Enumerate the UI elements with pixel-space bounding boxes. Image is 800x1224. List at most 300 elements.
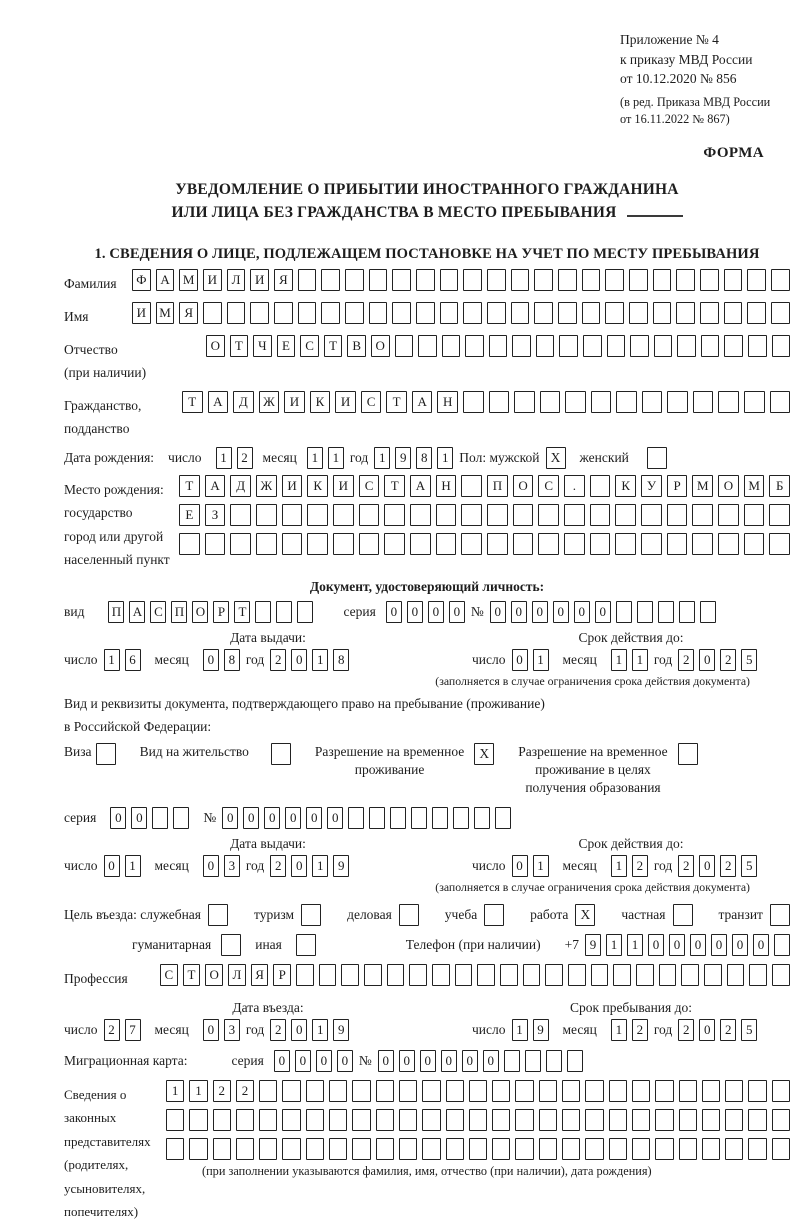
char-cell[interactable]: Е	[179, 504, 200, 526]
char-cell[interactable]: М	[156, 302, 175, 324]
char-cell[interactable]	[701, 335, 720, 357]
char-cell[interactable]	[591, 964, 609, 986]
char-cell[interactable]	[461, 533, 482, 555]
char-cell[interactable]: 0	[420, 1050, 436, 1072]
char-cell[interactable]	[352, 1109, 370, 1131]
business-checkbox[interactable]	[399, 904, 419, 926]
char-cell[interactable]: М	[179, 269, 198, 291]
char-cell[interactable]	[489, 391, 510, 413]
char-cell[interactable]	[345, 302, 364, 324]
char-cell[interactable]: 1	[312, 1019, 328, 1041]
char-cell[interactable]	[590, 504, 611, 526]
char-cell[interactable]	[539, 1080, 557, 1102]
char-cell[interactable]: 0	[274, 1050, 290, 1072]
char-cell[interactable]: 1	[632, 649, 648, 671]
char-cell[interactable]	[359, 504, 380, 526]
char-cell[interactable]	[203, 302, 222, 324]
work-checkbox[interactable]: X	[575, 904, 595, 926]
char-cell[interactable]: И	[335, 391, 356, 413]
char-cell[interactable]	[392, 269, 411, 291]
char-cell[interactable]	[492, 1109, 510, 1131]
humanitarian-checkbox[interactable]	[221, 934, 241, 956]
char-cell[interactable]: Т	[384, 475, 405, 497]
temp-residence-checkbox[interactable]: X	[474, 743, 494, 765]
char-cell[interactable]: И	[284, 391, 305, 413]
char-cell[interactable]	[616, 391, 637, 413]
char-cell[interactable]: 0	[699, 649, 715, 671]
char-cell[interactable]	[352, 1138, 370, 1160]
char-cell[interactable]	[352, 1080, 370, 1102]
char-cell[interactable]	[230, 504, 251, 526]
char-cell[interactable]: 0	[291, 855, 307, 877]
char-cell[interactable]	[387, 964, 405, 986]
char-cell[interactable]	[492, 1080, 510, 1102]
char-cell[interactable]	[321, 302, 340, 324]
char-cell[interactable]	[630, 335, 649, 357]
char-cell[interactable]: 0	[732, 934, 748, 956]
char-cell[interactable]	[307, 533, 328, 555]
char-cell[interactable]: 1	[216, 447, 232, 469]
char-cell[interactable]: 2	[678, 855, 694, 877]
char-cell[interactable]	[422, 1138, 440, 1160]
char-cell[interactable]	[609, 1109, 627, 1131]
char-cell[interactable]	[329, 1109, 347, 1131]
char-cell[interactable]: Н	[436, 475, 457, 497]
char-cell[interactable]: 1	[611, 855, 627, 877]
char-cell[interactable]	[376, 1080, 394, 1102]
char-cell[interactable]: 0	[483, 1050, 499, 1072]
char-cell[interactable]	[329, 1138, 347, 1160]
char-cell[interactable]: 0	[512, 855, 528, 877]
char-cell[interactable]	[477, 964, 495, 986]
char-cell[interactable]	[436, 504, 457, 526]
char-cell[interactable]	[718, 533, 739, 555]
char-cell[interactable]	[236, 1138, 254, 1160]
char-cell[interactable]	[511, 302, 530, 324]
char-cell[interactable]	[748, 1109, 766, 1131]
char-cell[interactable]	[677, 335, 696, 357]
char-cell[interactable]	[307, 504, 328, 526]
char-cell[interactable]: 1	[437, 447, 453, 469]
char-cell[interactable]: 2	[632, 1019, 648, 1041]
char-cell[interactable]	[463, 302, 482, 324]
char-cell[interactable]: 5	[741, 649, 757, 671]
char-cell[interactable]	[463, 269, 482, 291]
char-cell[interactable]: 1	[611, 1019, 627, 1041]
char-cell[interactable]	[772, 1109, 790, 1131]
char-cell[interactable]: Т	[234, 601, 250, 623]
char-cell[interactable]: Т	[230, 335, 249, 357]
female-checkbox[interactable]	[647, 447, 667, 469]
char-cell[interactable]	[282, 1109, 300, 1131]
char-cell[interactable]	[487, 504, 508, 526]
char-cell[interactable]: 0	[291, 649, 307, 671]
char-cell[interactable]: Я	[274, 269, 293, 291]
char-cell[interactable]: Д	[233, 391, 254, 413]
char-cell[interactable]: 1	[627, 934, 643, 956]
char-cell[interactable]	[655, 1138, 673, 1160]
char-cell[interactable]: С	[361, 391, 382, 413]
char-cell[interactable]: 9	[533, 1019, 549, 1041]
char-cell[interactable]: 7	[125, 1019, 141, 1041]
char-cell[interactable]	[653, 269, 672, 291]
char-cell[interactable]	[369, 807, 385, 829]
char-cell[interactable]: К	[307, 475, 328, 497]
char-cell[interactable]	[744, 533, 765, 555]
char-cell[interactable]: О	[718, 475, 739, 497]
char-cell[interactable]: Т	[386, 391, 407, 413]
char-cell[interactable]: 2	[237, 447, 253, 469]
char-cell[interactable]	[658, 601, 674, 623]
char-cell[interactable]	[607, 335, 626, 357]
char-cell[interactable]	[282, 504, 303, 526]
char-cell[interactable]	[469, 1080, 487, 1102]
char-cell[interactable]	[702, 1080, 720, 1102]
char-cell[interactable]	[442, 335, 461, 357]
char-cell[interactable]	[655, 1080, 673, 1102]
char-cell[interactable]	[558, 269, 577, 291]
char-cell[interactable]: 2	[678, 1019, 694, 1041]
char-cell[interactable]: О	[371, 335, 390, 357]
char-cell[interactable]: И	[203, 269, 222, 291]
char-cell[interactable]	[432, 807, 448, 829]
char-cell[interactable]	[632, 1138, 650, 1160]
char-cell[interactable]	[376, 1109, 394, 1131]
char-cell[interactable]	[539, 1138, 557, 1160]
char-cell[interactable]	[629, 269, 648, 291]
char-cell[interactable]: 1	[533, 855, 549, 877]
char-cell[interactable]: О	[205, 964, 223, 986]
char-cell[interactable]	[692, 533, 713, 555]
char-cell[interactable]	[259, 1080, 277, 1102]
char-cell[interactable]	[525, 1050, 541, 1072]
char-cell[interactable]	[418, 335, 437, 357]
char-cell[interactable]: 3	[224, 855, 240, 877]
char-cell[interactable]: 0	[699, 1019, 715, 1041]
char-cell[interactable]: Ч	[253, 335, 272, 357]
char-cell[interactable]	[769, 504, 790, 526]
char-cell[interactable]: А	[410, 475, 431, 497]
char-cell[interactable]	[769, 533, 790, 555]
char-cell[interactable]	[534, 302, 553, 324]
char-cell[interactable]: Я	[179, 302, 198, 324]
char-cell[interactable]	[609, 1138, 627, 1160]
char-cell[interactable]	[667, 391, 688, 413]
char-cell[interactable]: 0	[243, 807, 259, 829]
char-cell[interactable]	[440, 269, 459, 291]
char-cell[interactable]	[700, 302, 719, 324]
char-cell[interactable]	[274, 302, 293, 324]
char-cell[interactable]: А	[412, 391, 433, 413]
char-cell[interactable]	[562, 1109, 580, 1131]
char-cell[interactable]	[513, 533, 534, 555]
char-cell[interactable]: Н	[437, 391, 458, 413]
char-cell[interactable]	[632, 1109, 650, 1131]
char-cell[interactable]: 1	[533, 649, 549, 671]
char-cell[interactable]: 0	[407, 601, 423, 623]
char-cell[interactable]	[693, 391, 714, 413]
char-cell[interactable]	[748, 1080, 766, 1102]
char-cell[interactable]	[410, 504, 431, 526]
char-cell[interactable]	[259, 1109, 277, 1131]
char-cell[interactable]	[615, 533, 636, 555]
char-cell[interactable]	[747, 302, 766, 324]
char-cell[interactable]	[585, 1138, 603, 1160]
visa-checkbox[interactable]	[96, 743, 116, 765]
char-cell[interactable]: 1	[189, 1080, 207, 1102]
char-cell[interactable]	[461, 504, 482, 526]
char-cell[interactable]: 1	[166, 1080, 184, 1102]
char-cell[interactable]: С	[359, 475, 380, 497]
char-cell[interactable]	[205, 533, 226, 555]
char-cell[interactable]	[725, 1138, 743, 1160]
char-cell[interactable]: 2	[270, 1019, 286, 1041]
char-cell[interactable]: 0	[512, 649, 528, 671]
char-cell[interactable]	[744, 504, 765, 526]
char-cell[interactable]	[469, 1138, 487, 1160]
char-cell[interactable]	[616, 601, 632, 623]
char-cell[interactable]	[771, 302, 790, 324]
char-cell[interactable]	[679, 601, 695, 623]
char-cell[interactable]: 0	[295, 1050, 311, 1072]
char-cell[interactable]: 0	[110, 807, 126, 829]
char-cell[interactable]	[296, 964, 314, 986]
char-cell[interactable]: 3	[224, 1019, 240, 1041]
male-checkbox[interactable]: X	[546, 447, 566, 469]
char-cell[interactable]	[359, 533, 380, 555]
char-cell[interactable]	[562, 1138, 580, 1160]
char-cell[interactable]	[562, 1080, 580, 1102]
char-cell[interactable]: М	[744, 475, 765, 497]
char-cell[interactable]	[495, 807, 511, 829]
char-cell[interactable]	[534, 269, 553, 291]
char-cell[interactable]: Ж	[259, 391, 280, 413]
char-cell[interactable]: 2	[104, 1019, 120, 1041]
char-cell[interactable]: 0	[574, 601, 590, 623]
char-cell[interactable]	[513, 504, 534, 526]
char-cell[interactable]	[748, 1138, 766, 1160]
char-cell[interactable]	[436, 533, 457, 555]
char-cell[interactable]	[692, 504, 713, 526]
char-cell[interactable]	[440, 302, 459, 324]
char-cell[interactable]	[748, 335, 767, 357]
char-cell[interactable]	[416, 302, 435, 324]
char-cell[interactable]: Ф	[132, 269, 151, 291]
char-cell[interactable]	[632, 1080, 650, 1102]
char-cell[interactable]: Т	[182, 391, 203, 413]
char-cell[interactable]: Т	[324, 335, 343, 357]
char-cell[interactable]	[515, 1109, 533, 1131]
char-cell[interactable]	[487, 269, 506, 291]
char-cell[interactable]	[173, 807, 189, 829]
char-cell[interactable]	[306, 1080, 324, 1102]
char-cell[interactable]: 2	[632, 855, 648, 877]
char-cell[interactable]: 0	[711, 934, 727, 956]
char-cell[interactable]: И	[250, 269, 269, 291]
char-cell[interactable]: 0	[378, 1050, 394, 1072]
char-cell[interactable]: 0	[490, 601, 506, 623]
char-cell[interactable]	[474, 807, 490, 829]
char-cell[interactable]	[539, 1109, 557, 1131]
char-cell[interactable]: И	[333, 475, 354, 497]
char-cell[interactable]: 0	[669, 934, 685, 956]
char-cell[interactable]: 5	[741, 1019, 757, 1041]
char-cell[interactable]: А	[129, 601, 145, 623]
char-cell[interactable]	[605, 269, 624, 291]
char-cell[interactable]	[348, 807, 364, 829]
char-cell[interactable]	[166, 1109, 184, 1131]
char-cell[interactable]	[230, 533, 251, 555]
char-cell[interactable]: О	[513, 475, 534, 497]
char-cell[interactable]	[629, 302, 648, 324]
char-cell[interactable]: 0	[104, 855, 120, 877]
study-checkbox[interactable]	[484, 904, 504, 926]
char-cell[interactable]	[565, 391, 586, 413]
char-cell[interactable]	[700, 269, 719, 291]
char-cell[interactable]: 1	[312, 855, 328, 877]
private-checkbox[interactable]	[673, 904, 693, 926]
char-cell[interactable]	[772, 1080, 790, 1102]
char-cell[interactable]	[461, 475, 482, 497]
char-cell[interactable]	[469, 1109, 487, 1131]
char-cell[interactable]	[545, 964, 563, 986]
char-cell[interactable]	[749, 964, 767, 986]
char-cell[interactable]	[590, 533, 611, 555]
char-cell[interactable]	[704, 964, 722, 986]
char-cell[interactable]: О	[192, 601, 208, 623]
char-cell[interactable]: 0	[441, 1050, 457, 1072]
char-cell[interactable]	[298, 302, 317, 324]
char-cell[interactable]: 0	[428, 601, 444, 623]
char-cell[interactable]	[523, 964, 541, 986]
char-cell[interactable]: С	[150, 601, 166, 623]
char-cell[interactable]: 1	[374, 447, 390, 469]
char-cell[interactable]: Л	[228, 964, 246, 986]
char-cell[interactable]: 0	[399, 1050, 415, 1072]
char-cell[interactable]	[676, 269, 695, 291]
char-cell[interactable]: 0	[203, 1019, 219, 1041]
char-cell[interactable]: 5	[741, 855, 757, 877]
char-cell[interactable]	[455, 964, 473, 986]
char-cell[interactable]: Д	[230, 475, 251, 497]
char-cell[interactable]: В	[347, 335, 366, 357]
char-cell[interactable]	[642, 391, 663, 413]
char-cell[interactable]: 0	[462, 1050, 478, 1072]
char-cell[interactable]	[189, 1138, 207, 1160]
char-cell[interactable]: Р	[273, 964, 291, 986]
char-cell[interactable]	[376, 1138, 394, 1160]
char-cell[interactable]: 0	[386, 601, 402, 623]
char-cell[interactable]: Б	[769, 475, 790, 497]
char-cell[interactable]	[213, 1138, 231, 1160]
char-cell[interactable]: 0	[203, 649, 219, 671]
residence-permit-checkbox[interactable]	[271, 743, 291, 765]
char-cell[interactable]	[718, 504, 739, 526]
char-cell[interactable]	[399, 1080, 417, 1102]
char-cell[interactable]	[259, 1138, 277, 1160]
char-cell[interactable]: 0	[131, 807, 147, 829]
char-cell[interactable]: Т	[179, 475, 200, 497]
char-cell[interactable]	[540, 391, 561, 413]
char-cell[interactable]: К	[310, 391, 331, 413]
char-cell[interactable]	[511, 269, 530, 291]
char-cell[interactable]	[582, 302, 601, 324]
char-cell[interactable]	[422, 1109, 440, 1131]
char-cell[interactable]: .	[564, 475, 585, 497]
char-cell[interactable]	[615, 504, 636, 526]
char-cell[interactable]	[727, 964, 745, 986]
char-cell[interactable]	[702, 1138, 720, 1160]
char-cell[interactable]: 0	[316, 1050, 332, 1072]
char-cell[interactable]	[306, 1109, 324, 1131]
char-cell[interactable]: О	[206, 335, 225, 357]
char-cell[interactable]	[590, 475, 611, 497]
char-cell[interactable]: 0	[203, 855, 219, 877]
char-cell[interactable]	[341, 964, 359, 986]
char-cell[interactable]: 9	[333, 1019, 349, 1041]
char-cell[interactable]	[504, 1050, 520, 1072]
char-cell[interactable]	[453, 807, 469, 829]
char-cell[interactable]: П	[487, 475, 508, 497]
char-cell[interactable]	[772, 335, 791, 357]
char-cell[interactable]	[492, 1138, 510, 1160]
char-cell[interactable]	[653, 302, 672, 324]
char-cell[interactable]	[724, 302, 743, 324]
tourism-checkbox[interactable]	[301, 904, 321, 926]
char-cell[interactable]	[255, 601, 271, 623]
char-cell[interactable]: 1	[125, 855, 141, 877]
char-cell[interactable]	[410, 533, 431, 555]
char-cell[interactable]	[585, 1109, 603, 1131]
char-cell[interactable]	[399, 1138, 417, 1160]
char-cell[interactable]	[189, 1109, 207, 1131]
char-cell[interactable]: 1	[104, 649, 120, 671]
char-cell[interactable]	[446, 1080, 464, 1102]
char-cell[interactable]	[213, 1109, 231, 1131]
char-cell[interactable]	[306, 1138, 324, 1160]
char-cell[interactable]	[609, 1080, 627, 1102]
char-cell[interactable]: А	[208, 391, 229, 413]
edu-residence-checkbox[interactable]	[678, 743, 698, 765]
char-cell[interactable]: 2	[720, 1019, 736, 1041]
char-cell[interactable]: И	[282, 475, 303, 497]
char-cell[interactable]	[422, 1080, 440, 1102]
char-cell[interactable]: У	[641, 475, 662, 497]
char-cell[interactable]	[409, 964, 427, 986]
char-cell[interactable]: 1	[307, 447, 323, 469]
char-cell[interactable]	[667, 504, 688, 526]
char-cell[interactable]	[676, 302, 695, 324]
char-cell[interactable]	[250, 302, 269, 324]
char-cell[interactable]	[679, 1109, 697, 1131]
char-cell[interactable]	[654, 335, 673, 357]
char-cell[interactable]: 0	[532, 601, 548, 623]
char-cell[interactable]	[256, 533, 277, 555]
char-cell[interactable]: 1	[611, 649, 627, 671]
char-cell[interactable]	[395, 335, 414, 357]
char-cell[interactable]: 1	[312, 649, 328, 671]
char-cell[interactable]	[724, 335, 743, 357]
char-cell[interactable]	[564, 504, 585, 526]
char-cell[interactable]	[227, 302, 246, 324]
char-cell[interactable]	[558, 302, 577, 324]
char-cell[interactable]: 0	[690, 934, 706, 956]
char-cell[interactable]	[500, 964, 518, 986]
char-cell[interactable]: С	[300, 335, 319, 357]
char-cell[interactable]	[700, 601, 716, 623]
char-cell[interactable]: С	[538, 475, 559, 497]
char-cell[interactable]	[333, 504, 354, 526]
